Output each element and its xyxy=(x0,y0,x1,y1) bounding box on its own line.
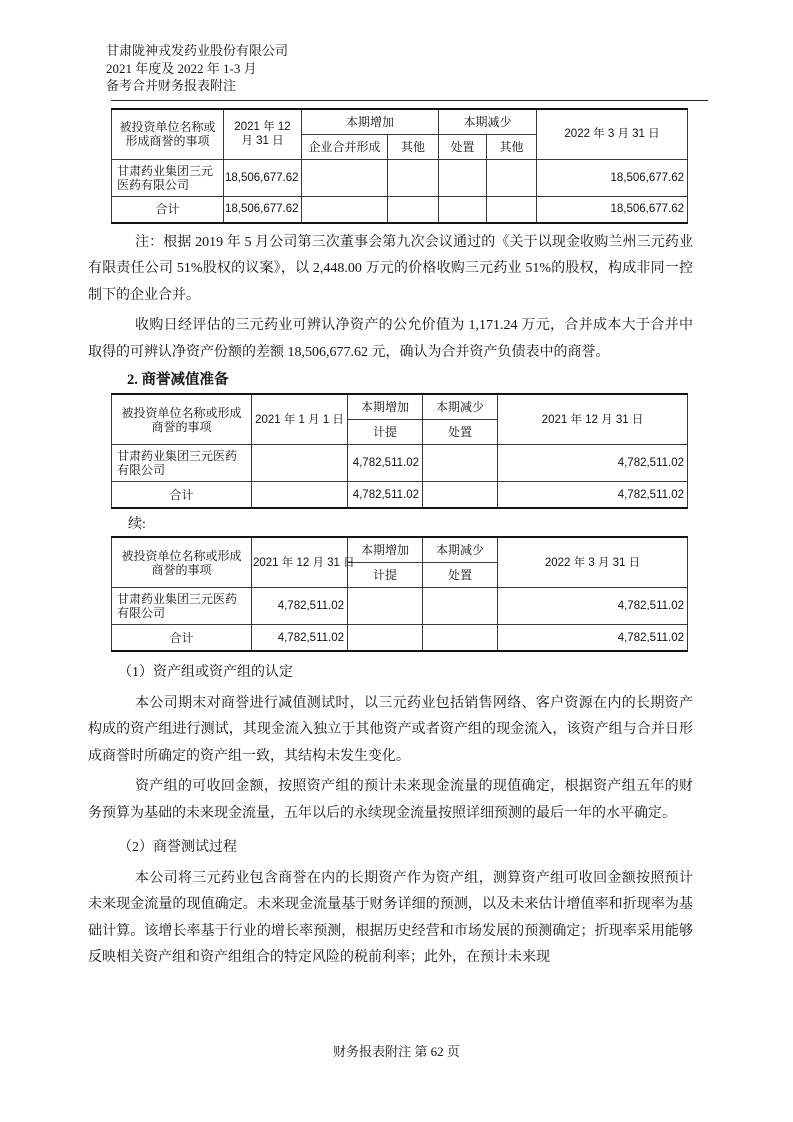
impairment-2021-table xyxy=(111,393,688,509)
note-paragraph-2: 收购日经评估的三元药业可辨认净资产的公允价值为 1,171.24 万元，合并成本大于合并中取得的可辨认净资产份额的差额 18,506,677.62 元，确认为合并资产负债表中的商誉。 xyxy=(88,318,693,360)
opening-total: 4,782,511.02 xyxy=(252,625,348,652)
col-header-closing-date: 2022 年 3 月 31 日 xyxy=(498,537,688,588)
goodwill-cost-table xyxy=(111,108,688,224)
total-label: 合计 xyxy=(112,196,224,223)
closing-total: 4,782,511.02 xyxy=(498,482,688,509)
col-header-closing-date: 2022 年 3 月 31 日 xyxy=(537,109,688,160)
opening-value: 4,782,511.02 xyxy=(252,588,348,625)
col-header-decrease-disposal: 处置 xyxy=(439,134,487,159)
opening-total: 18,506,677.62 xyxy=(224,196,302,223)
accrual-total xyxy=(348,625,423,652)
col-header-opening-date: 2021 年 12 月 31 日 xyxy=(224,109,302,160)
table-row-total xyxy=(112,196,688,223)
col-header-disposal: 处置 xyxy=(423,420,498,445)
section-heading-impairment: 2. 商誉减值准备 xyxy=(127,372,229,388)
report-period: 2021 年度及 2022 年 1-3 月 xyxy=(106,60,257,76)
continued-label: 续: xyxy=(128,517,146,532)
entity-cell: 甘肃药业集团三元医药有限公司 xyxy=(112,588,252,625)
disposal-value xyxy=(423,588,498,625)
increase-merger-value xyxy=(302,159,388,196)
closing-value: 4,782,511.02 xyxy=(498,445,688,482)
col-header-opening-date: 2021 年 12 月 31 日 xyxy=(252,537,348,588)
col-header-entity: 被投资单位名称或形成商誉的事项 xyxy=(112,394,252,445)
increase-other-total xyxy=(388,196,439,223)
col-header-decrease-group: 本期减少 xyxy=(423,537,498,563)
total-label: 合计 xyxy=(112,625,252,652)
col-header-increase-group: 本期增加 xyxy=(348,394,423,420)
page-footer xyxy=(0,1041,793,1060)
note-paragraph-1: 注：根据 2019 年 5 月公司第三次董事会第九次会议通过的《关于以现金收购兰州三元药业有限责任公司 51%股权的议案》，以 2,448.00 万元的价格收购三元药业 51%的股权，构成非同一控制下的企业合并。 xyxy=(88,234,693,303)
notes-block xyxy=(88,230,693,392)
closing-total: 4,782,511.02 xyxy=(498,625,688,652)
subsection-heading-test-process: （2）商誉测试过程 xyxy=(118,840,237,855)
footer-page-number: 财务报表附注 第 62 页 xyxy=(333,1044,460,1059)
impairment-text-block xyxy=(88,660,693,972)
table-row xyxy=(112,588,688,625)
col-header-opening-date: 2021 年 1 月 1 日 xyxy=(252,394,348,445)
entity-cell: 甘肃药业集团三元医药有限公司 xyxy=(112,445,252,482)
disposal-total xyxy=(423,625,498,652)
decrease-disposal-total xyxy=(439,196,487,223)
table-row-total xyxy=(112,482,688,509)
disposal-total xyxy=(423,482,498,509)
document-title: 备考合并财务报表附注 xyxy=(106,78,237,93)
accrual-value: 4,782,511.02 xyxy=(348,445,423,482)
table-row xyxy=(112,445,688,482)
asset-group-paragraph-1: 本公司期末对商誉进行减值测试时，以三元药业包括销售网络、客户资源在内的长期资产构成的资产组进行测试，其现金流入独立于其他资产或者资产组的现金流入，该资产组与合并日形成商誉时所确定的资产组一致，其结构未发生变化。 xyxy=(88,695,693,764)
test-process-paragraph-1: 本公司将三元药业包含商誉在内的长期资产作为资产组，测算资产组可收回金额按照预计未来现金流量的现值确定。未来现金流量基于财务详细的预测，以及未来估计增值率和折现率为基础计算。该增长率基于行业的增长率预测，根据历史经营和市场发展的预测确定；折现率采用能够反映相关资产组和资产组组合的特定风险的税前利率；此外，在预计未来现 xyxy=(88,870,693,965)
col-header-entity: 被投资单位名称或形成商誉的事项 xyxy=(112,537,252,588)
header-rule xyxy=(111,100,708,101)
col-header-decrease-group: 本期减少 xyxy=(423,394,498,420)
asset-group-paragraph-2: 资产组的可收回金额，按照资产组的预计未来现金流量的现值确定，根据资产组五年的财务预算为基础的未来现金流量，五年以后的永续现金流量按照详细预测的最后一年的水平确定。 xyxy=(88,779,693,821)
company-name: 甘肃陇神戎发药业股份有限公司 xyxy=(106,43,289,58)
table-row-total xyxy=(112,625,688,652)
decrease-other-total xyxy=(487,196,537,223)
increase-merger-total xyxy=(302,196,388,223)
opening-value: 18,506,677.62 xyxy=(224,159,302,196)
closing-value: 18,506,677.62 xyxy=(537,159,688,196)
col-header-entity: 被投资单位名称或形成商誉的事项 xyxy=(112,109,224,160)
table-row xyxy=(112,159,688,196)
table-header-row xyxy=(112,394,688,420)
col-header-disposal: 处置 xyxy=(423,563,498,588)
entity-cell: 甘肃药业集团三元医药有限公司 xyxy=(112,159,224,196)
accrual-value xyxy=(348,588,423,625)
col-header-accrual: 计提 xyxy=(348,563,423,588)
col-header-closing-date: 2021 年 12 月 31 日 xyxy=(498,394,688,445)
col-header-accrual: 计提 xyxy=(348,420,423,445)
col-header-increase-merger: 企业合并形成 xyxy=(302,134,388,159)
col-header-decrease-other: 其他 xyxy=(487,134,537,159)
table-header-row xyxy=(112,109,688,135)
page-header xyxy=(106,42,733,95)
total-label: 合计 xyxy=(112,482,252,509)
accrual-total: 4,782,511.02 xyxy=(348,482,423,509)
subsection-heading-asset-group: （1）资产组或资产组的认定 xyxy=(118,665,293,680)
closing-total: 18,506,677.62 xyxy=(537,196,688,223)
col-header-increase-group: 本期增加 xyxy=(348,537,423,563)
impairment-2022q1-table xyxy=(111,536,688,652)
closing-value: 4,782,511.02 xyxy=(498,588,688,625)
decrease-disposal-value xyxy=(439,159,487,196)
table-header-row xyxy=(112,537,688,563)
opening-value xyxy=(252,445,348,482)
col-header-increase-other: 其他 xyxy=(388,134,439,159)
col-header-decrease-group: 本期减少 xyxy=(439,109,537,135)
disposal-value xyxy=(423,445,498,482)
opening-total xyxy=(252,482,348,509)
decrease-other-value xyxy=(487,159,537,196)
col-header-increase-group: 本期增加 xyxy=(302,109,439,135)
increase-other-value xyxy=(388,159,439,196)
